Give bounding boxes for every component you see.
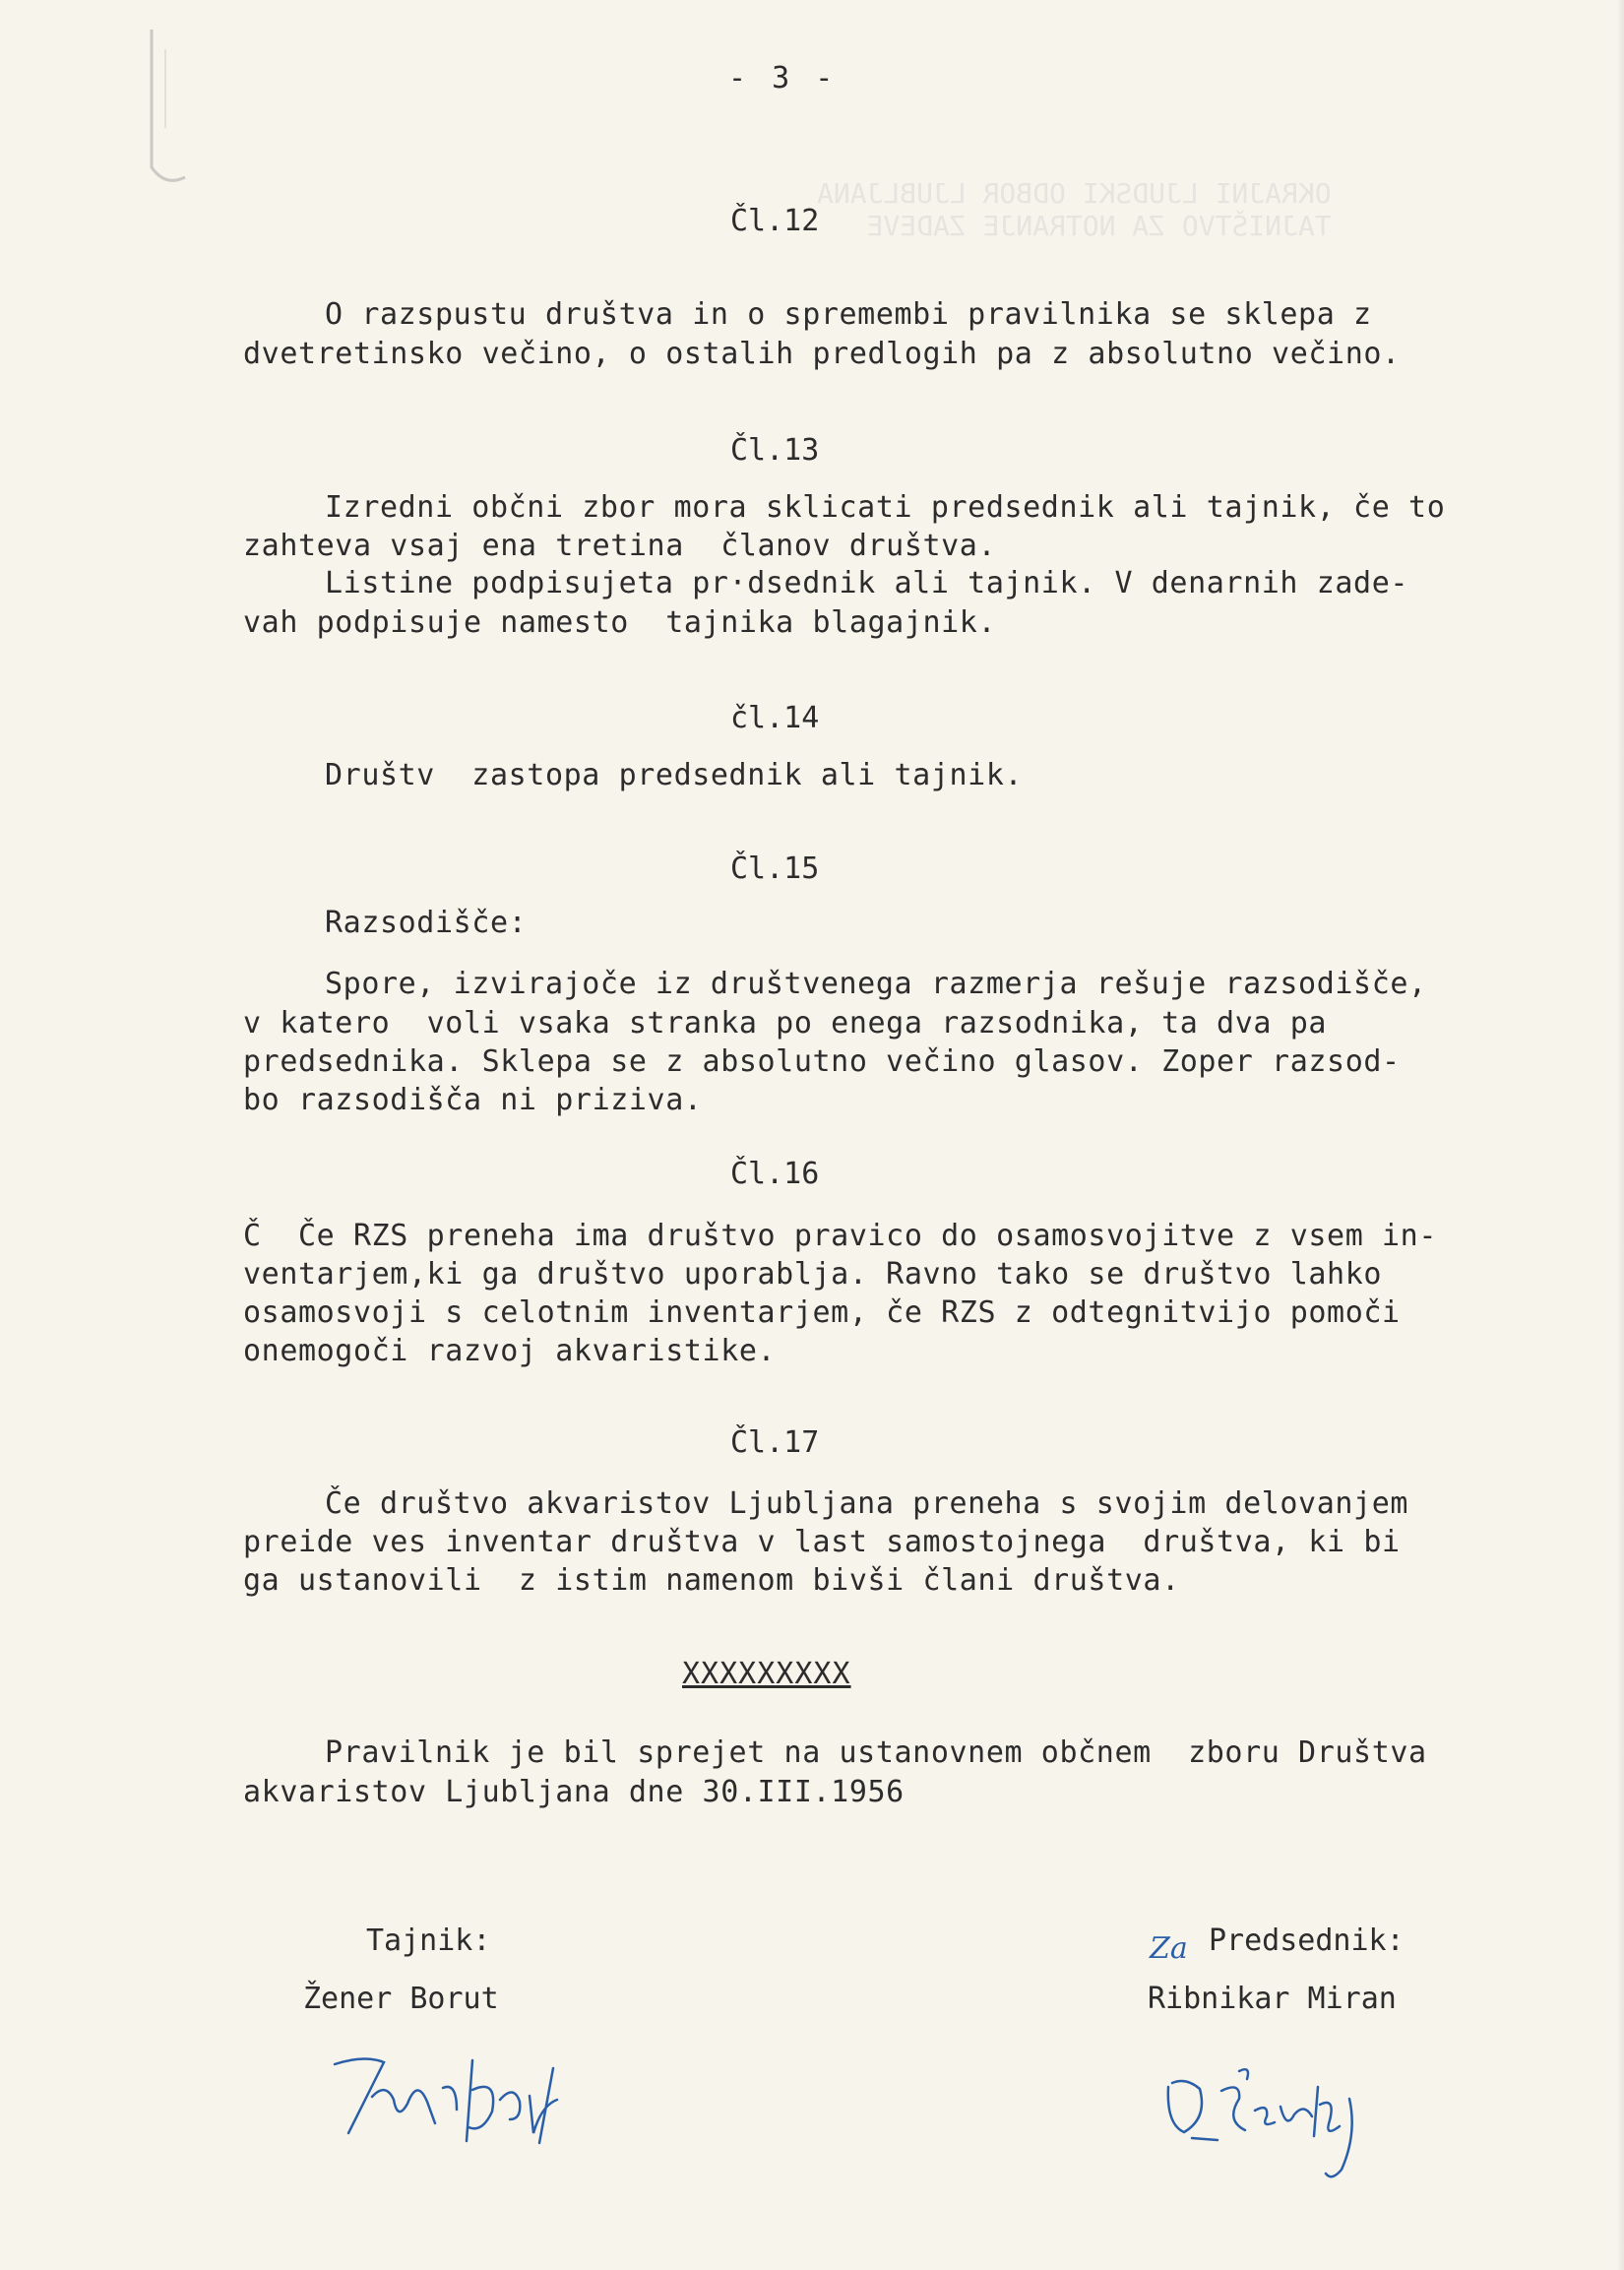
paper-edge-shadow	[1616, 0, 1624, 2270]
article-15-line-3: predsednika. Sklepa se z absolutno večino glasov. Zoper razsod-	[243, 1044, 1401, 1079]
article-15-heading: Čl.15	[730, 851, 820, 886]
article-17-line-1: Če društvo akvaristov Ljubljana preneha s svojim delovanjem	[325, 1486, 1409, 1521]
president-title: Predsednik:	[1209, 1923, 1405, 1958]
article-13-line-2: zahteva vsaj ena tretina članov društva.	[243, 529, 997, 563]
article-12-line-2: dvetretinsko večino, o ostalih predlogih pa z absolutno večino.	[243, 337, 1401, 371]
article-16-heading: Čl.16	[730, 1157, 820, 1191]
paper-fold-mark	[146, 20, 205, 187]
signature-prefix: Za	[1150, 1931, 1188, 1966]
secretary-name: Žener Borut	[303, 1982, 499, 2016]
president-name: Ribnikar Miran	[1148, 1982, 1397, 2016]
article-15-line-4: bo razsodišča ni priziva.	[243, 1083, 703, 1117]
closing-line-2: akvaristov Ljubljana dne 30.III.1956	[243, 1775, 905, 1809]
article-12-heading: Čl.12	[730, 204, 820, 238]
article-15-line-2: v katero voli vsaka stranka po enega razsodnika, ta dva pa	[243, 1006, 1328, 1040]
article-15-line-1: Spore, izvirajoče iz društvenega razmerja rešuje razsodišče,	[325, 967, 1427, 1001]
article-15-subheading: Razsodišče:	[325, 906, 528, 940]
article-17-heading: Čl.17	[730, 1425, 820, 1460]
article-17-line-2: preide ves inventar društva v last samostojnega društva, ki bi	[243, 1525, 1401, 1559]
article-12-line-1: O razspustu društva in o spremembi pravilnika se sklepa z	[325, 297, 1372, 332]
article-16-line-2: ventarjem,ki ga društvo uporablja. Ravno tako se društvo lahko	[243, 1257, 1383, 1292]
article-13-heading: Čl.13	[730, 433, 820, 468]
article-13-line-3: Listine podpisujeta pr·dsednik ali tajnik. V denarnih zade-	[325, 566, 1409, 600]
bleed-through-text: OKRAJNI LJUDSKI ODBOR LJUBLJANA TAJNIŠTVO ZA NOTRANJE ZADEVE	[817, 177, 1332, 242]
separator-mark: XXXXXXXXX	[682, 1657, 851, 1691]
article-13-line-1: Izredni občni zbor mora sklicati predsednik ali tajnik, če to	[325, 490, 1446, 525]
president-signature	[1156, 2048, 1373, 2185]
page-number: - 3 -	[728, 61, 838, 95]
closing-line-1: Pravilnik je bil sprejet na ustanovnem občnem zboru Društva	[325, 1735, 1427, 1770]
article-16-line-1: Č Če RZS preneha ima društvo pravico do osamosvojitve z vsem in-	[243, 1219, 1437, 1253]
article-13-line-4: vah podpisuje namesto tajnika blagajnik.	[243, 605, 997, 640]
article-16-line-4: onemogoči razvoj akvaristike.	[243, 1334, 777, 1368]
article-17-line-3: ga ustanovili z istim namenom bivši člani društva.	[243, 1563, 1180, 1598]
secretary-signature	[325, 2043, 571, 2151]
article-14-heading: čl.14	[730, 701, 820, 735]
secretary-title: Tajnik:	[366, 1923, 491, 1958]
article-14-line-1: Društv zastopa predsednik ali tajnik.	[325, 758, 1024, 792]
article-16-line-3: osamosvoji s celotnim inventarjem, če RZS z odtegnitvijo pomoči	[243, 1295, 1401, 1330]
